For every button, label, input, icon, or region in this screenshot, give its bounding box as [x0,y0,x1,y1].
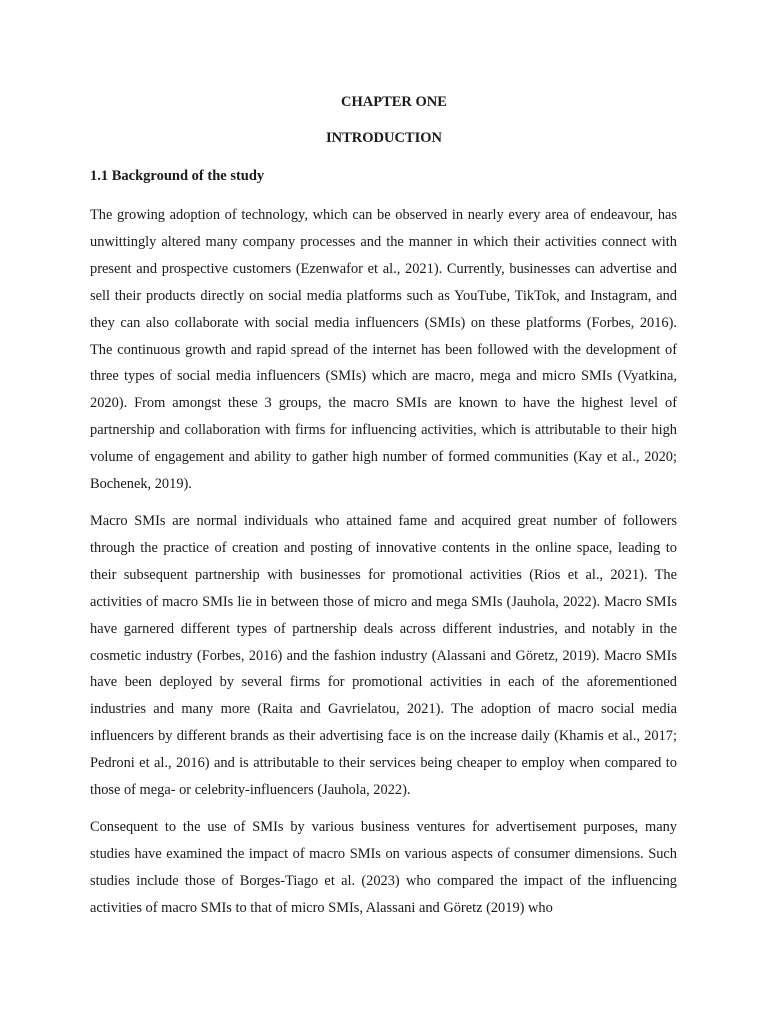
paragraph-2: Macro SMIs are normal individuals who attained fame and acquired great number of followers through the practice of creation and posting of innovative contents in the online space, leading to their subsequent partnership with businesses for promotional activities (Rios et al., 2021). The activities of macro SMIs lie in between those of micro and mega SMIs (Jauhola, 2022). Macro SMIs have garnered different types of partnership deals across different industries, and notably in the cosmetic industry (Forbes, 2016) and the fashion industry (Alassani and Göretz, 2019). Macro SMIs have been deployed by several firms for promotional activities in each of the aforementioned industries and many more (Raita and Gavrielatou, 2021). The adoption of macro social media influencers by different brands as their advertising face is on the increase daily (Khamis et al., 2017; Pedroni et al., 2016) and is attributable to their services being cheaper to employ when compared to those of mega- or celebrity-influencers (Jauhola, 2022). [90,512,677,799]
chapter-title: INTRODUCTION [325,130,442,146]
chapter-label: CHAPTER ONE [341,94,447,110]
section-heading: 1.1 Background of the study [90,168,265,184]
paragraph-1: The growing adoption of technology, which can be observed in nearly every area of endeavour, has unwittingly altered many company processes and the manner in which their activities connect with present and prospective customers (Ezenwafor et al., 2021). Currently, businesses can advertise and sell their products directly on social media platforms such as YouTube, TikTok, and Instagram, and they can also collaborate with social media influencers (SMIs) on these platforms (Forbes, 2016). The continuous growth and rapid spread of the internet has been followed with the development of three types of social media influencers (SMIs) which are macro, mega and micro SMIs (Vyatkina, 2020). From amongst these 3 groups, the macro SMIs are known to have the highest level of partnership and collaboration with firms for influencing activities, which is attributable to their high volume of engagement and ability to gather high number of formed communities (Kay et al., 2020; Bochenek, 2019). [90,207,677,493]
paragraph-3: Consequent to the use of SMIs by various business ventures for advertisement purposes, many studies have examined the impact of macro SMIs on various aspects of consumer dimensions. Such studies include those of Borges-Tiago et al. (2023) who compared the impact of the influencing activities of macro SMIs to that of micro SMIs, Alassani and Göretz (2019) who [90,818,677,916]
body-text [90,202,677,932]
